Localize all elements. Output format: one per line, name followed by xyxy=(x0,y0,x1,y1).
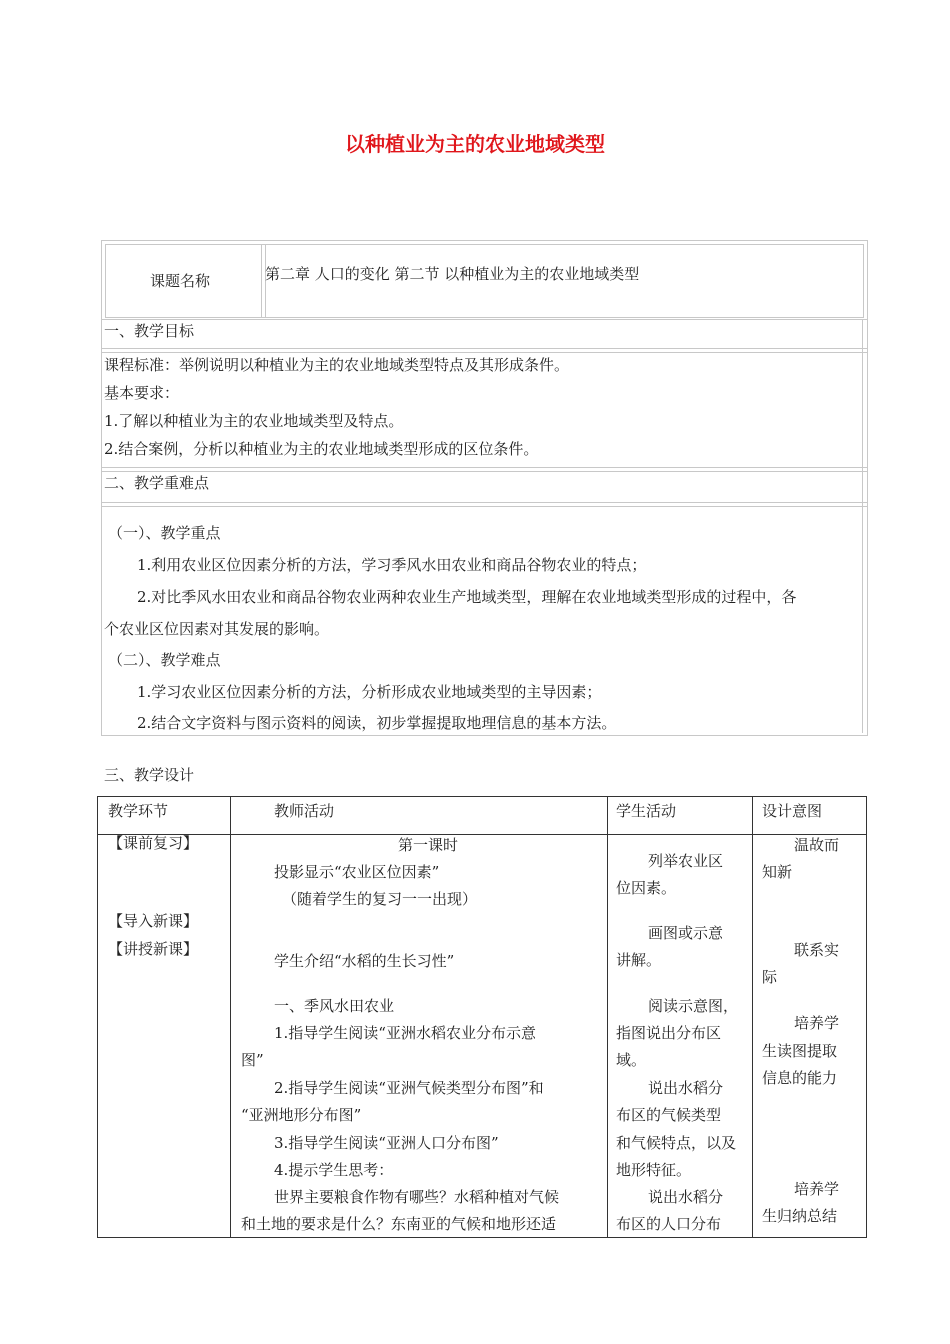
purpose-line: 际 xyxy=(762,968,778,986)
document-title: 以种植业为主的农业地域类型 xyxy=(345,132,605,156)
basic-requirements-label: 基本要求： xyxy=(104,384,180,402)
teacher-line: 4.提示学生思考： xyxy=(274,1161,394,1179)
purpose-line: 知新 xyxy=(762,863,793,881)
student-line: 位因素。 xyxy=(616,879,677,897)
purpose-line: 信息的能力 xyxy=(762,1069,838,1087)
teacher-lesson: 第一课时 xyxy=(398,836,459,854)
teacher-line: 图” xyxy=(241,1051,264,1069)
purpose-line: 生归纳总结 xyxy=(762,1207,838,1225)
stage-teach: 【讲授新课】 xyxy=(108,940,199,958)
student-line: 域。 xyxy=(616,1051,647,1069)
key-point-2: 2.对比季风水田农业和商品谷物农业两种农业生产地域类型，理解在农业地域类型形成的过程中，各 xyxy=(137,588,797,606)
design-table xyxy=(97,796,867,1238)
header-teacher: 教师活动 xyxy=(274,802,335,820)
header-student: 学生活动 xyxy=(616,802,677,820)
student-line: 布区的气候类型 xyxy=(616,1106,722,1124)
course-standard: 课程标准：举例说明以种植业为主的农业地域类型特点及其形成条件。 xyxy=(104,356,570,374)
student-line: 画图或示意 xyxy=(648,924,724,942)
row-line xyxy=(101,319,867,320)
col-divider xyxy=(607,797,608,1237)
student-line: 阅读示意图， xyxy=(648,997,739,1015)
row-line xyxy=(101,352,867,353)
requirement-2: 2.结合案例，分析以种植业为主的农业地域类型形成的区位条件。 xyxy=(104,440,539,458)
student-line: 讲解。 xyxy=(616,951,662,969)
teacher-line: “亚洲地形分布图” xyxy=(241,1106,362,1124)
teacher-line: 学生介绍“水稻的生长习性” xyxy=(274,952,455,970)
row-line xyxy=(101,471,867,472)
row-line xyxy=(101,348,867,349)
purpose-line: 生读图提取 xyxy=(762,1042,838,1060)
key-points-heading: （一）、教学重点 xyxy=(108,524,221,542)
section2-heading: 二、教学重难点 xyxy=(104,474,210,492)
student-line: 列举农业区 xyxy=(648,852,724,870)
teacher-line: 2.指导学生阅读“亚洲气候类型分布图”和 xyxy=(274,1079,544,1097)
teacher-line: 一、季风水田农业 xyxy=(274,997,395,1015)
purpose-line: 联系实 xyxy=(794,941,840,959)
key-point-1: 1.利用农业区位因素分析的方法，学习季风水田农业和商品谷物农业的特点； xyxy=(137,556,647,574)
difficulty-2: 2.结合文字资料与图示资料的阅读，初步掌握提取地理信息的基本方法。 xyxy=(137,714,617,732)
stage-intro: 【导入新课】 xyxy=(108,912,199,930)
teacher-line: 和土地的要求是什么？东南亚的气候和地形还适 xyxy=(241,1215,557,1233)
topic-value: 第二章 人口的变化 第二节 以种植业为主的农业地域类型 xyxy=(265,265,640,283)
row-line xyxy=(101,467,867,468)
col-divider xyxy=(752,797,753,1237)
student-line: 和气候特点，以及 xyxy=(616,1134,737,1152)
col-divider xyxy=(230,797,231,1237)
purpose-line: 温故而 xyxy=(794,836,840,854)
teacher-line: 1.指导学生阅读“亚洲水稻农业分布示意 xyxy=(274,1024,536,1042)
stage-review: 【课前复习】 xyxy=(108,834,199,852)
section3-heading: 三、教学设计 xyxy=(104,766,195,784)
purpose-line: 培养学 xyxy=(794,1014,840,1032)
student-line: 说出水稻分 xyxy=(648,1188,724,1206)
teacher-line: （随着学生的复习一一出现） xyxy=(282,890,478,908)
student-line: 说出水稻分 xyxy=(648,1079,724,1097)
difficulties-heading: （二）、教学难点 xyxy=(108,651,221,669)
topic-divider xyxy=(261,244,262,317)
student-line: 布区的人口分布 xyxy=(616,1215,722,1233)
requirement-1: 1.了解以种植业为主的农业地域类型及特点。 xyxy=(104,412,404,430)
key-point-2-cont: 个农业区位因素对其发展的影响。 xyxy=(104,620,330,638)
teacher-line: 世界主要粮食作物有哪些？水稻种植对气候 xyxy=(274,1188,560,1206)
student-line: 指图说出分布区 xyxy=(616,1024,722,1042)
header-divider xyxy=(98,834,866,835)
topic-label: 课题名称 xyxy=(150,272,211,290)
inner-right-border xyxy=(862,319,863,733)
row-line xyxy=(101,506,867,507)
header-stage: 教学环节 xyxy=(108,802,169,820)
row-line xyxy=(101,502,867,503)
purpose-line: 培养学 xyxy=(794,1180,840,1198)
difficulty-1: 1.学习农业区位因素分析的方法，分析形成农业地域类型的主导因素； xyxy=(137,683,602,701)
teacher-line: 投影显示“农业区位因素” xyxy=(274,863,440,881)
header-purpose: 设计意图 xyxy=(762,802,823,820)
student-line: 地形特征。 xyxy=(616,1161,692,1179)
section1-heading: 一、教学目标 xyxy=(104,322,195,340)
teacher-line: 3.指导学生阅读“亚洲人口分布图” xyxy=(274,1134,499,1152)
